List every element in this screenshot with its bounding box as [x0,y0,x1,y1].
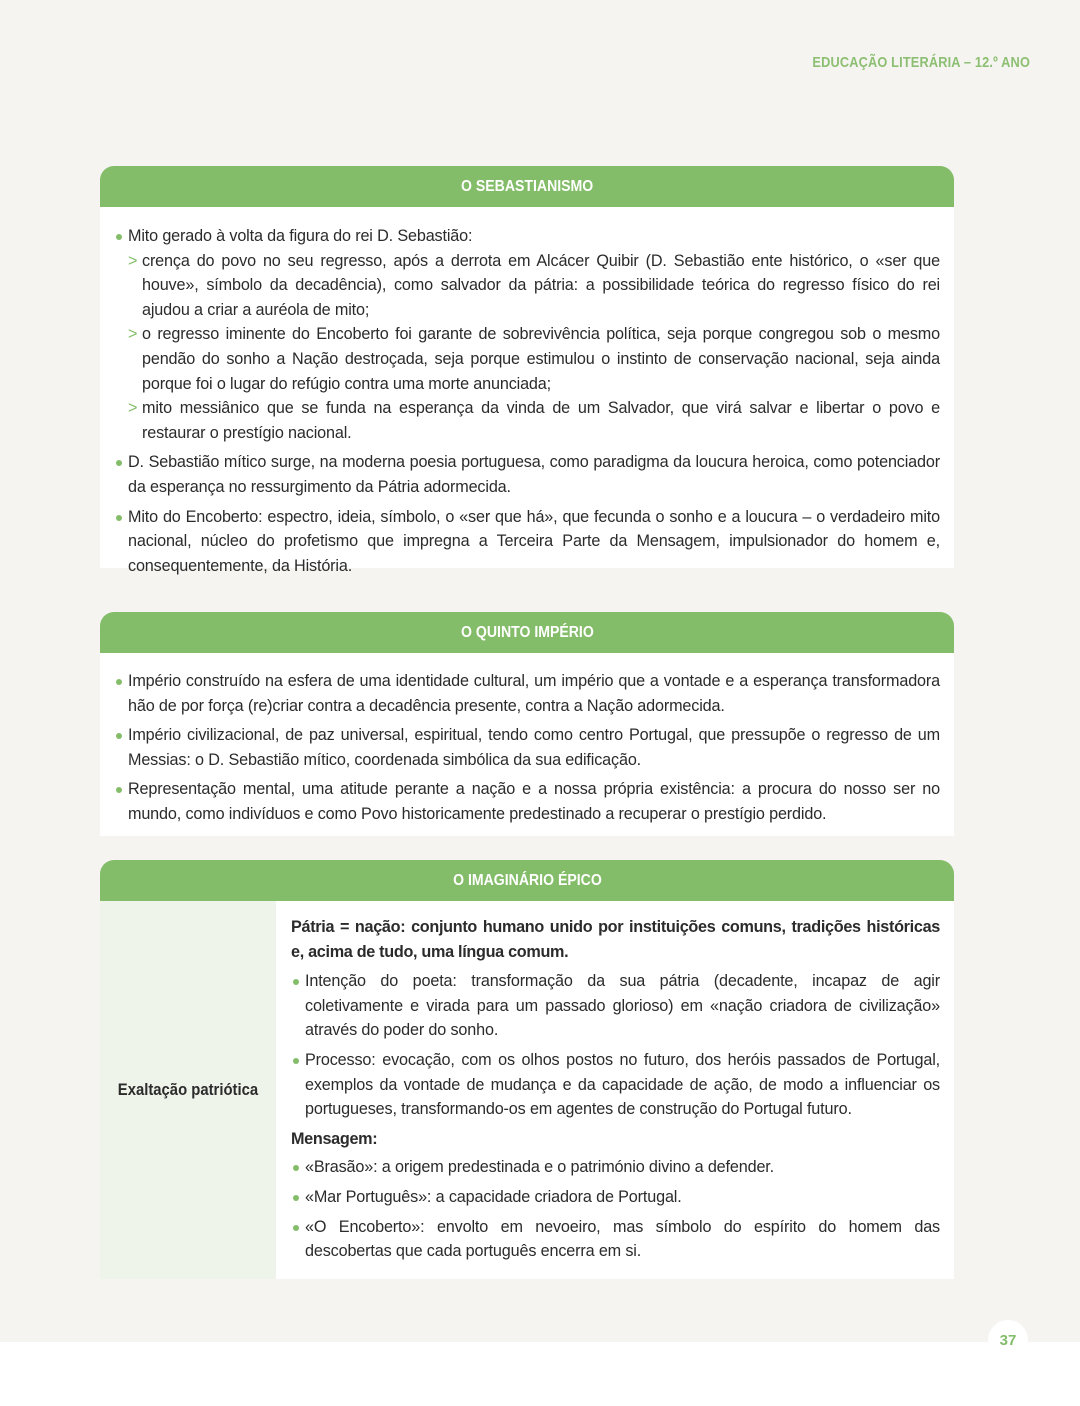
list-item: Mito do Encoberto: espectro, ideia, símbolo, o «ser que há», que fecunda o sonho e a loucura – o verdadeiro mito nacional, núcleo do profetismo que impregna a Terceira Parte da Mensagem, impulsionador do homem e, consequentemente, da História. [114,505,940,579]
section-header [100,166,954,207]
sub-item-text: crença do povo no seu regresso, após a derrota em Alcácer Quibir (D. Sebastião ente histórico, o «ser que houve», símbolo da decadência), como salvador da pátria: a possibilidade teórica do regresso físico do rei ajudou a criar a auréola de mito; [142,251,940,319]
running-header: EDUCAÇÃO LITERÁRIA – 12.º ANO [812,54,1030,71]
chevron-right-icon: > [128,399,138,418]
list-item [114,224,940,445]
table-row [100,901,954,1279]
list-item: Processo: evocação, com os olhos postos no futuro, dos heróis passados de Portugal, exemplos da vontade de mudança e da capacidade de ação, de modo a influenciar os portugueses, transformando-os em agentes de construção do Portugal futuro. [291,1048,940,1122]
section-title: O IMAGINÁRIO ÉPICO [452,871,602,889]
page-number: 37 [988,1320,1028,1360]
sub-item [114,322,940,396]
imaginario-epico-box [100,860,954,1279]
list-item: «Mar Português»: a capacidade criadora de Portugal. [291,1185,940,1210]
chevron-right-icon: > [128,251,138,270]
list-item: Império construído na esfera de uma identidade cultural, um império que a vontade e a esperança transformadora hão de por força (re)criar contra a decadência presente, contra a Nação adormecida. [114,669,940,718]
sub-item-text: mito messiânico que se funda na esperança da vinda de um Salvador, que virá salvar e libertar o povo e restaurar o prestígio nacional. [142,399,940,442]
definition: Pátria = nação: conjunto humano unido por instituições comuns, tradições históricas e, acima de tudo, uma língua comum. [291,918,940,961]
list-item: D. Sebastião mítico surge, na moderna poesia portuguesa, como paradigma da loucura heroica, como potenciador da esperança no ressurgimento da Pátria adormecida. [114,450,940,499]
sub-item-text: o regresso iminente do Encoberto foi garante de sobrevivência política, seja porque congregou sob o mesmo pendão do sonho a Nação destroçada, seja porque estimulou o instinto de conservação nacional, seja ainda porque foi o lugar do refúgio contra uma morte anunciada; [142,325,940,393]
list-item: Representação mental, uma atitude perante a nação e a nossa própria existência: a procura do nosso ser no mundo, como indivíduos e como Povo historicamente predestinado a recuperar o prestígio perdido. [114,777,940,826]
list-item: Intenção do poeta: transformação da sua pátria (decadente, incapaz de agir coletivamente e virada para um passado glorioso) em «nação criadora de civilização» através do poder do sonho. [291,969,940,1043]
section-title: O QUINTO IMPÉRIO [460,623,594,641]
sub-item [114,249,940,323]
list-item: Império civilizacional, de paz universal, espiritual, tendo como centro Portugal, que pressupõe o regresso de um Messias: o D. Sebastião mítico, coordenada simbólica da sua edificação. [114,723,940,772]
list-item: «O Encoberto»: envolto em nevoeiro, mas símbolo do espírito do homem das descobertas que cada português encerra em si. [291,1215,940,1264]
section-header [100,612,954,653]
chevron-right-icon: > [128,325,138,344]
sebastianismo-box [100,166,954,575]
row-content-cell [276,901,954,1279]
sub-item [114,396,940,445]
list-item-text: Mito gerado à volta da figura do rei D. Sebastião: [128,227,473,245]
row-label-cell [100,901,276,1279]
section-title: O SEBASTIANISMO [460,177,594,195]
list-item: «Brasão»: a origem predestinada e o património divino a defender. [291,1155,940,1180]
row-label: Exaltação patriótica [117,1080,259,1099]
section-header [100,860,954,901]
mensagem-label: Mensagem: [291,1129,378,1148]
quinto-imperio-box [100,612,954,836]
